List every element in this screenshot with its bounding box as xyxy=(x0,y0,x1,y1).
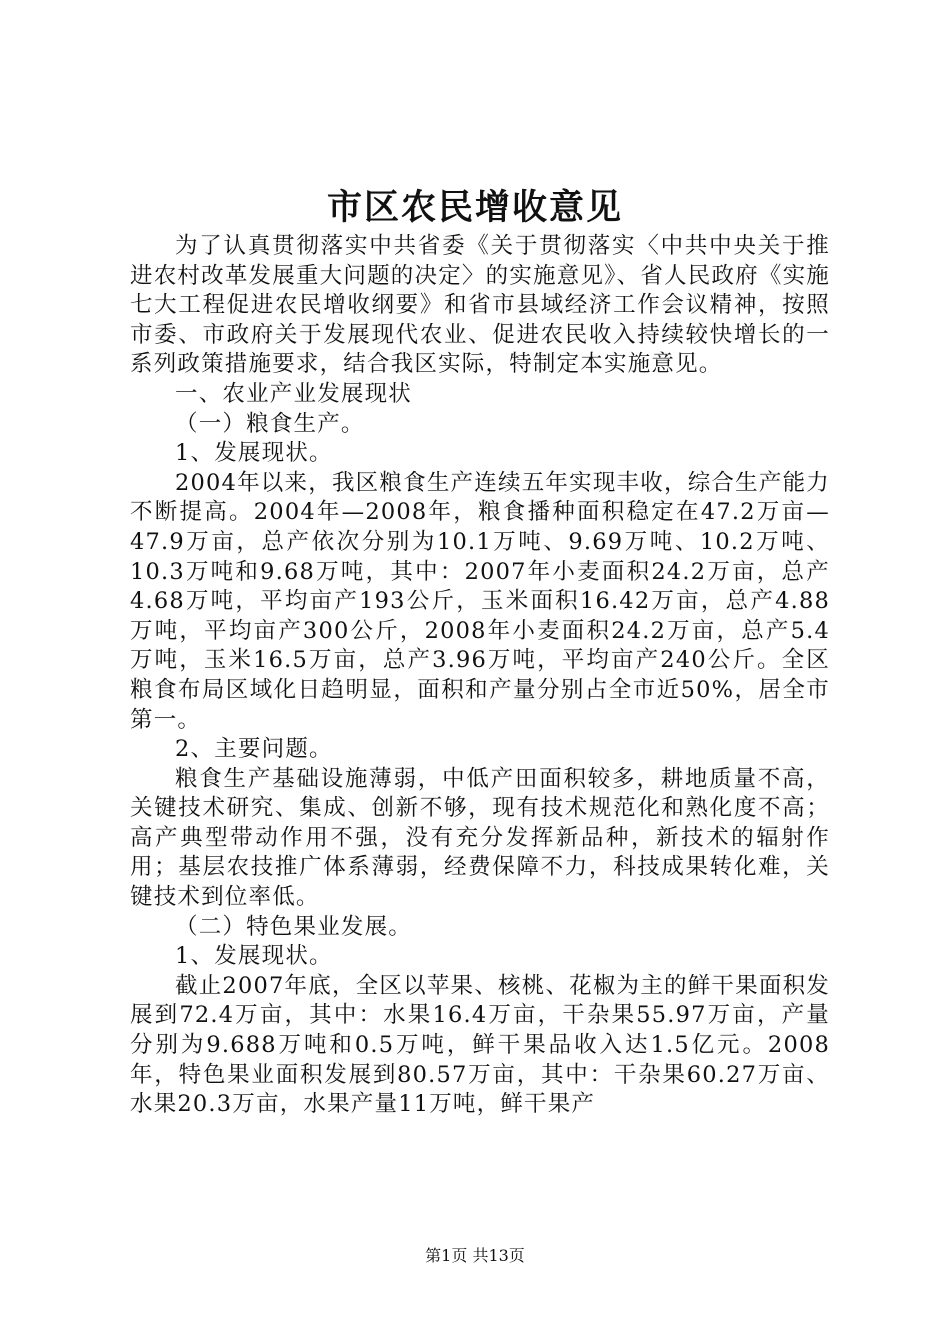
paragraph-fruit-status: 截止2007年底，全区以苹果、核桃、花椒为主的鲜干果面积发展到72.4万亩，其中：水果16.4万亩，干杂果55.97万亩，产量分别为9.688万吨和0.5万吨，鲜干果品收入达1.5亿元。2008年，特色果业面积发展到80.57万亩，其中：干杂果60.27万亩、水果20.3万亩，水果产量11万吨，鲜干果产 xyxy=(130,972,830,1118)
item-heading-status: 1、发展现状。 xyxy=(175,440,333,467)
document-body xyxy=(130,232,830,1120)
paragraph-grain-problems: 粮食生产基础设施薄弱，中低产田面积较多，耕地质量不高，关键技术研究、集成、创新不够，现有技术规范化和熟化度不高；高产典型带动作用不强，没有充分发挥新品种，新技术的辐射作用；基层农技推广体系薄弱，经费保障不力，科技成果转化难，关键技术到位率低。 xyxy=(130,765,830,911)
section-heading-1: 一、农业产业发展现状 xyxy=(175,380,413,407)
paragraph-grain-status: 2004年以来，我区粮食生产连续五年实现丰收，综合生产能力不断提高。2004年—2008年，粮食播种面积稳定在47.2万亩—47.9万亩，总产依次分别为10.1万吨、9.69万吨、10.2万吨、10.3万吨和9.68万吨，其中：2007年小麦面积24.2万亩，总产4.68万吨，平均亩产193公斤，玉米面积16.42万亩，总产4.88万吨，平均亩产300公斤，2008年小麦面积24.2万亩，总产5.4万吨，玉米16.5万亩，总产3.96万吨，平均亩产240公斤。全区粮食布局区域化日趋明显，面积和产量分别占全市近50%，居全市第一。 xyxy=(130,469,830,733)
document-title: 市区农民增收意见 xyxy=(326,187,623,228)
item-heading-problems: 2、主要问题。 xyxy=(175,736,333,763)
subsection-heading-fruit: （二）特色果业发展。 xyxy=(175,913,413,940)
item-heading-fruit-status: 1、发展现状。 xyxy=(175,943,333,970)
page-footer: 第1页 共13页 xyxy=(425,1246,525,1265)
paragraph-intro: 为了认真贯彻落实中共省委《关于贯彻落实〈中共中央关于推进农村改革发展重大问题的决定〉的实施意见》、省人民政府《实施七大工程促进农民增收纲要》和省市县域经济工作会议精神，按照市委、市政府关于发展现代农业、促进农民收入持续较快增长的一系列政策措施要求，结合我区实际，特制定本实施意见。 xyxy=(130,233,830,378)
subsection-heading-grain: （一）粮食生产。 xyxy=(175,410,365,437)
